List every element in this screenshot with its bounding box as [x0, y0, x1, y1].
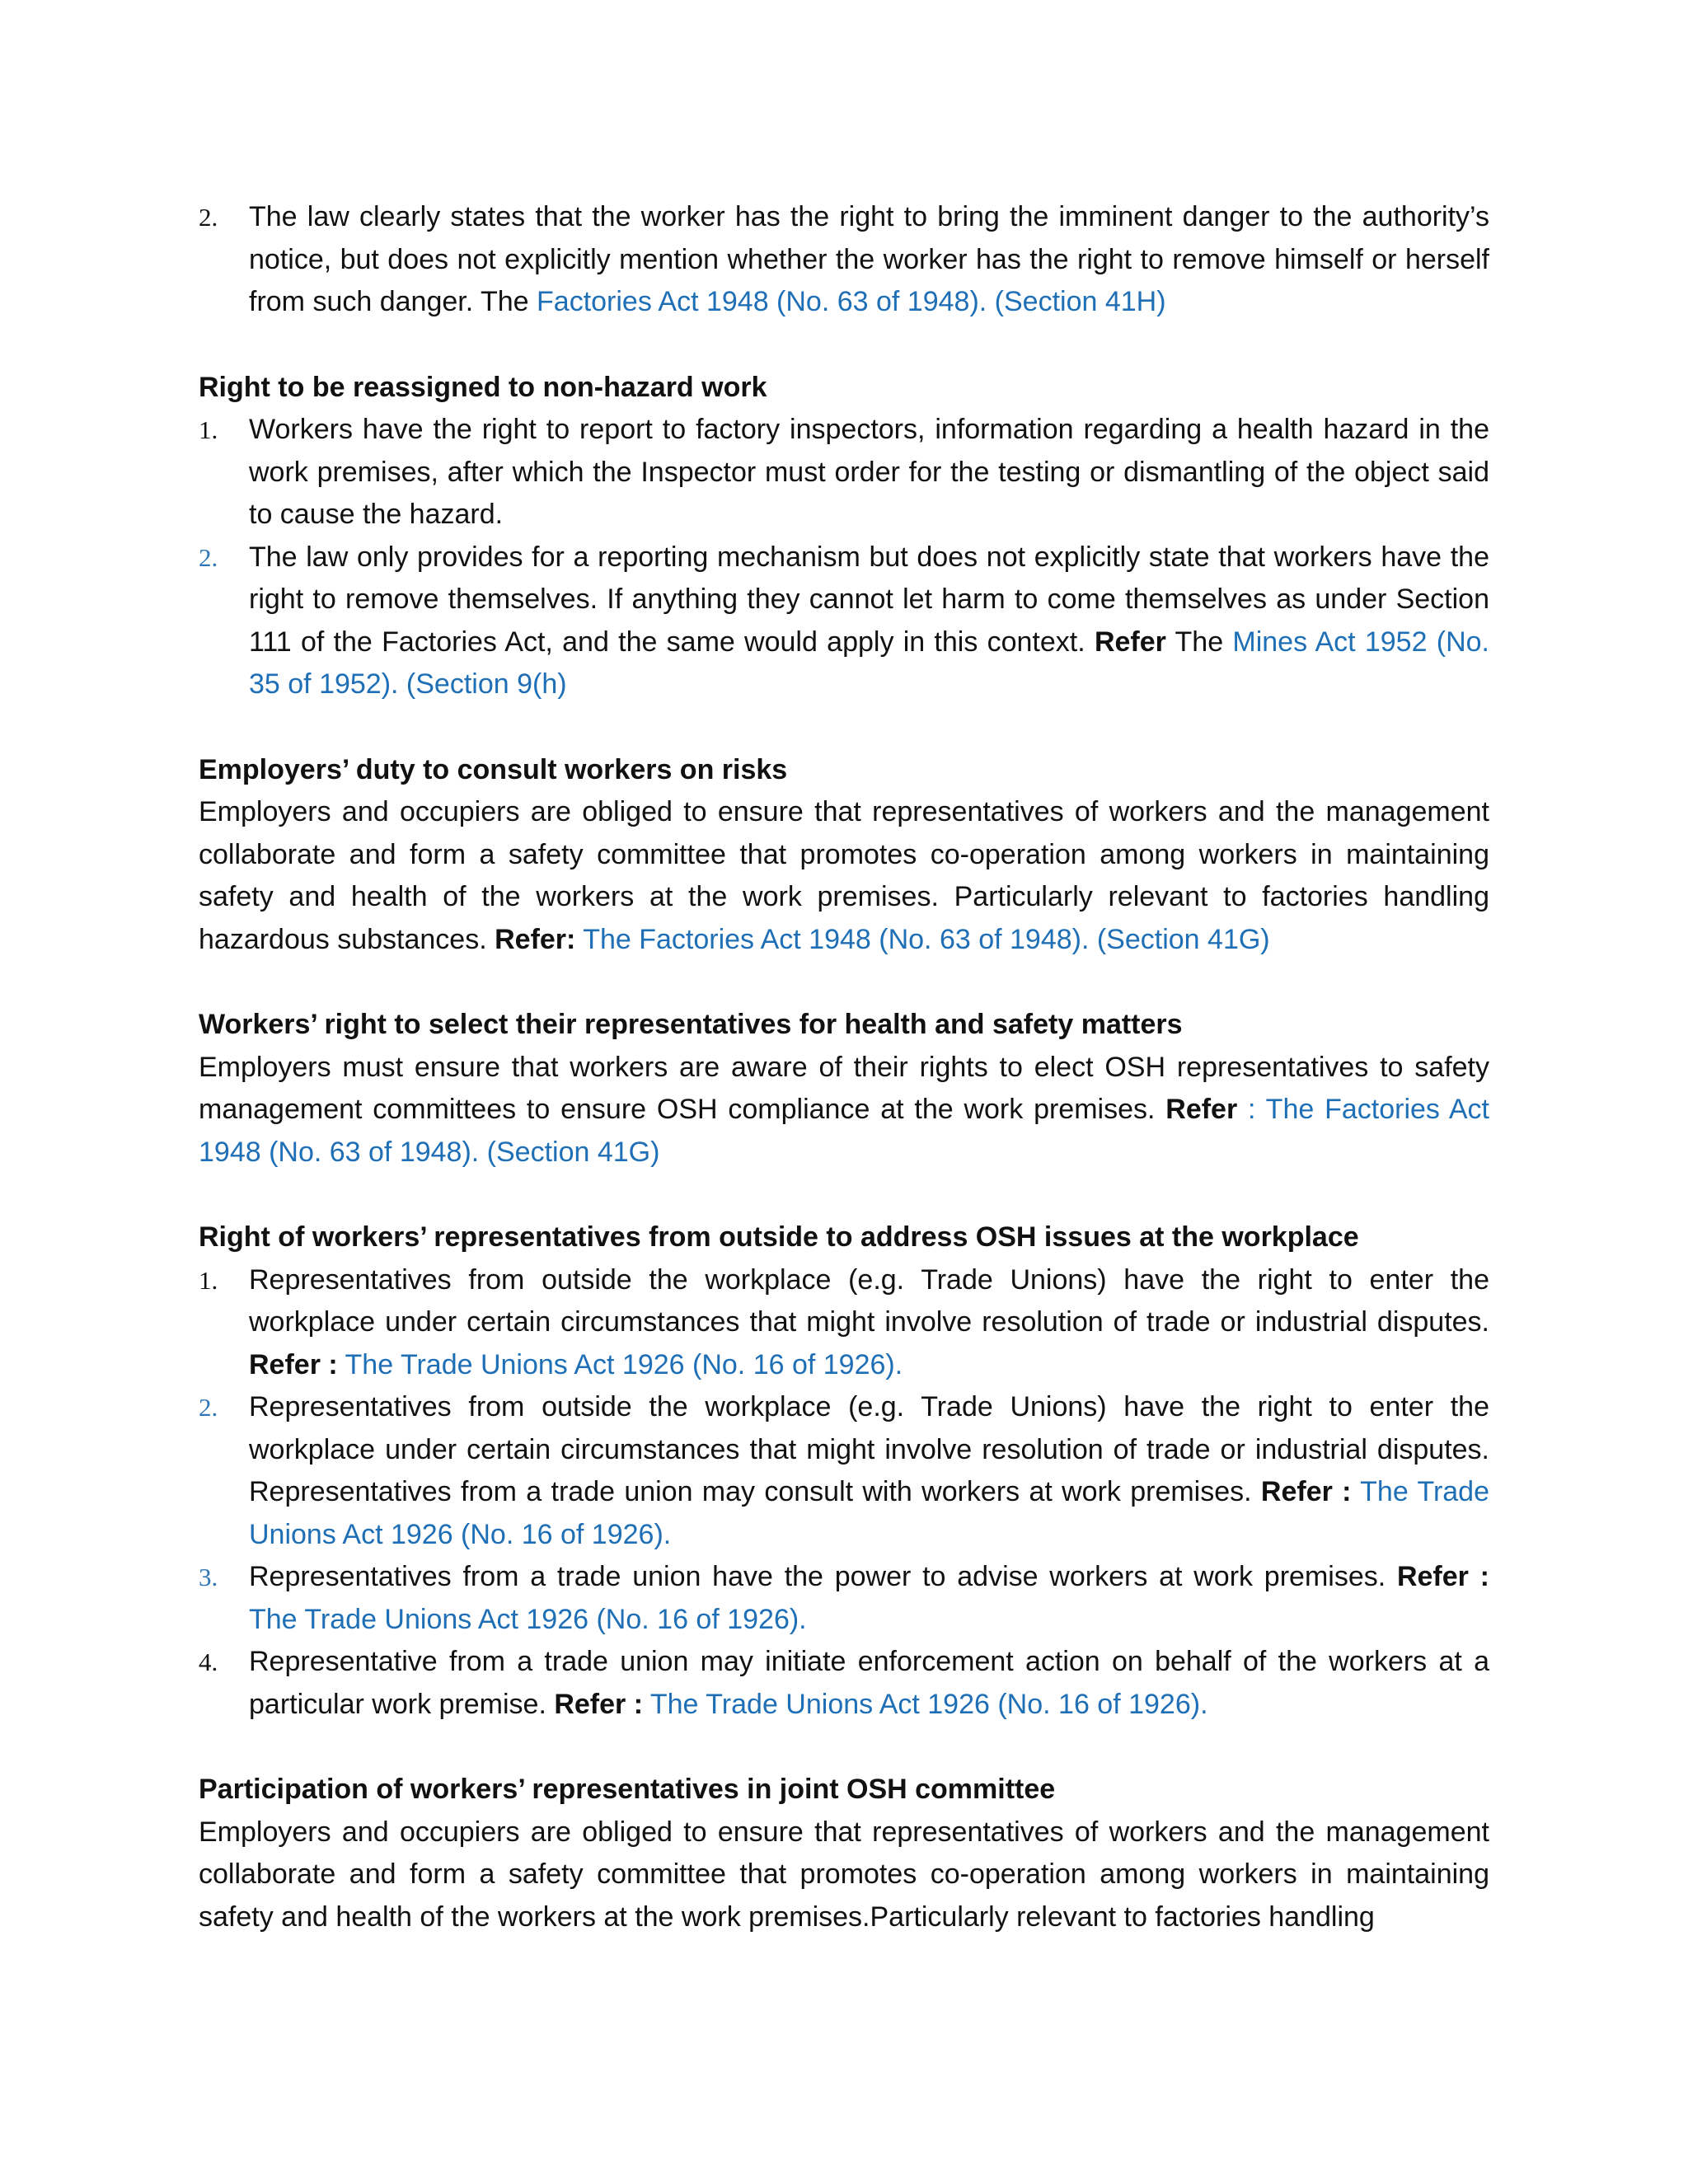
- refer-label: Refer :: [554, 1688, 644, 1720]
- list-number: 2.: [199, 203, 218, 232]
- refer-label: Refer :: [1396, 1561, 1489, 1592]
- section-paragraph: [199, 1811, 1489, 1939]
- refer-label: Refer :: [1260, 1476, 1352, 1507]
- paragraph-text: Employers and occupiers are obliged to ensure that representatives of workers and the management collaborate and form a safety committee that promotes co-operation among workers in maintaining safety and health of the workers at the work premises. Particularly relevant to factories handling hazardous substances.: [199, 796, 1489, 955]
- list-number: 2.: [199, 542, 218, 572]
- paragraph-text: Employers must ensure that workers are aware of their rights to elect OSH representatives to safety management committees to ensure OSH compliance at the work premises.: [199, 1051, 1489, 1125]
- section-paragraph: [199, 1047, 1489, 1174]
- list-text: Representative from a trade union may initiate enforcement action on behalf of the workers at a particular work premise.: [249, 1646, 1489, 1720]
- list-number: 1.: [199, 415, 218, 444]
- law-reference-link[interactable]: The Trade Unions Act 1926 (No. 16 of 1926).: [643, 1688, 1208, 1720]
- list-item: [199, 409, 1489, 537]
- refer-label: Refer: [1165, 1094, 1238, 1125]
- list-text: Representatives from outside the workplace (e.g. Trade Unions) have the right to enter the workplace under certain circumstances that might involve resolution of trade or industrial disputes.: [249, 1263, 1489, 1338]
- paragraph-text: Employers and occupiers are obliged to ensure that representatives of workers and the management collaborate and form a safety committee that promotes co-operation among workers in maintaining safety and health of the workers at the work premises.Particularly relevant to factories handling: [199, 1816, 1489, 1933]
- document-page: [199, 196, 1489, 1938]
- law-reference-link[interactable]: Factories Act 1948 (No. 63 of 1948). (Section 41H): [537, 286, 1166, 317]
- law-reference-link[interactable]: : The Factories Act 1948 (No. 63 of 1948). (Section 41G): [199, 1094, 1489, 1168]
- list-item: [199, 1641, 1489, 1726]
- section-heading: Right of workers’ representatives from outside to address OSH issues at the workplace: [199, 1221, 1359, 1253]
- section-heading: Right to be reassigned to non-hazard work: [199, 371, 767, 403]
- section-heading: Employers’ duty to consult workers on risks: [199, 753, 788, 785]
- law-reference-link[interactable]: Mines Act 1952 (No. 35 of 1952). (Section 9(h): [249, 626, 1489, 700]
- list-item: [199, 1386, 1489, 1556]
- refer-label: Refer: [1094, 626, 1166, 658]
- list-text: Representatives from outside the workplace (e.g. Trade Unions) have the right to enter the workplace under certain circumstances that might involve resolution of trade or industrial disputes. Representatives from a trade union may consult with workers at work premises.: [249, 1391, 1489, 1507]
- list-text: Workers have the right to report to factory inspectors, information regarding a health hazard in the work premises, after which the Inspector must order for the testing or dismantling of the object said to cause the hazard.: [249, 414, 1489, 530]
- list-item: [199, 196, 1489, 324]
- list-text: The: [1165, 626, 1233, 658]
- refer-label: Refer:: [495, 923, 576, 955]
- list-number: 2.: [199, 1393, 218, 1422]
- law-reference-link[interactable]: The Factories Act 1948 (No. 63 of 1948). (Section 41G): [575, 923, 1270, 955]
- section-heading: Participation of workers’ representatives in joint OSH committee: [199, 1774, 1056, 1805]
- law-reference-link[interactable]: The Trade Unions Act 1926 (No. 16 of 1926).: [249, 1603, 807, 1635]
- list-item: [199, 537, 1489, 706]
- law-reference-link[interactable]: The Trade Unions Act 1926 (No. 16 of 1926).: [249, 1476, 1489, 1550]
- list-text: Representatives from a trade union have the power to advise workers at work premises.: [249, 1561, 1397, 1592]
- list-number: 1.: [199, 1265, 218, 1295]
- list-text: The law clearly states that the worker has the right to bring the imminent danger to the authority’s notice, but does not explicitly mention whether the worker has the right to remove himself or herself from such danger. The: [249, 201, 1489, 317]
- list-item: [199, 1259, 1489, 1387]
- list-number: 3.: [199, 1563, 218, 1591]
- list-number: 4.: [199, 1647, 218, 1676]
- refer-label: Refer :: [249, 1348, 338, 1380]
- list-text: The law only provides for a reporting mechanism but does not explicitly state that workers have the right to remove themselves. If anything they cannot let harm to come themselves as under Section 111 of the Factories Act, and the same would apply in this context.: [249, 541, 1489, 658]
- section-heading: Workers’ right to select their representatives for health and safety matters: [199, 1009, 1183, 1040]
- section-paragraph: [199, 791, 1489, 961]
- law-reference-link[interactable]: The Trade Unions Act 1926 (No. 16 of 1926).: [337, 1348, 903, 1380]
- list-item: [199, 1556, 1489, 1641]
